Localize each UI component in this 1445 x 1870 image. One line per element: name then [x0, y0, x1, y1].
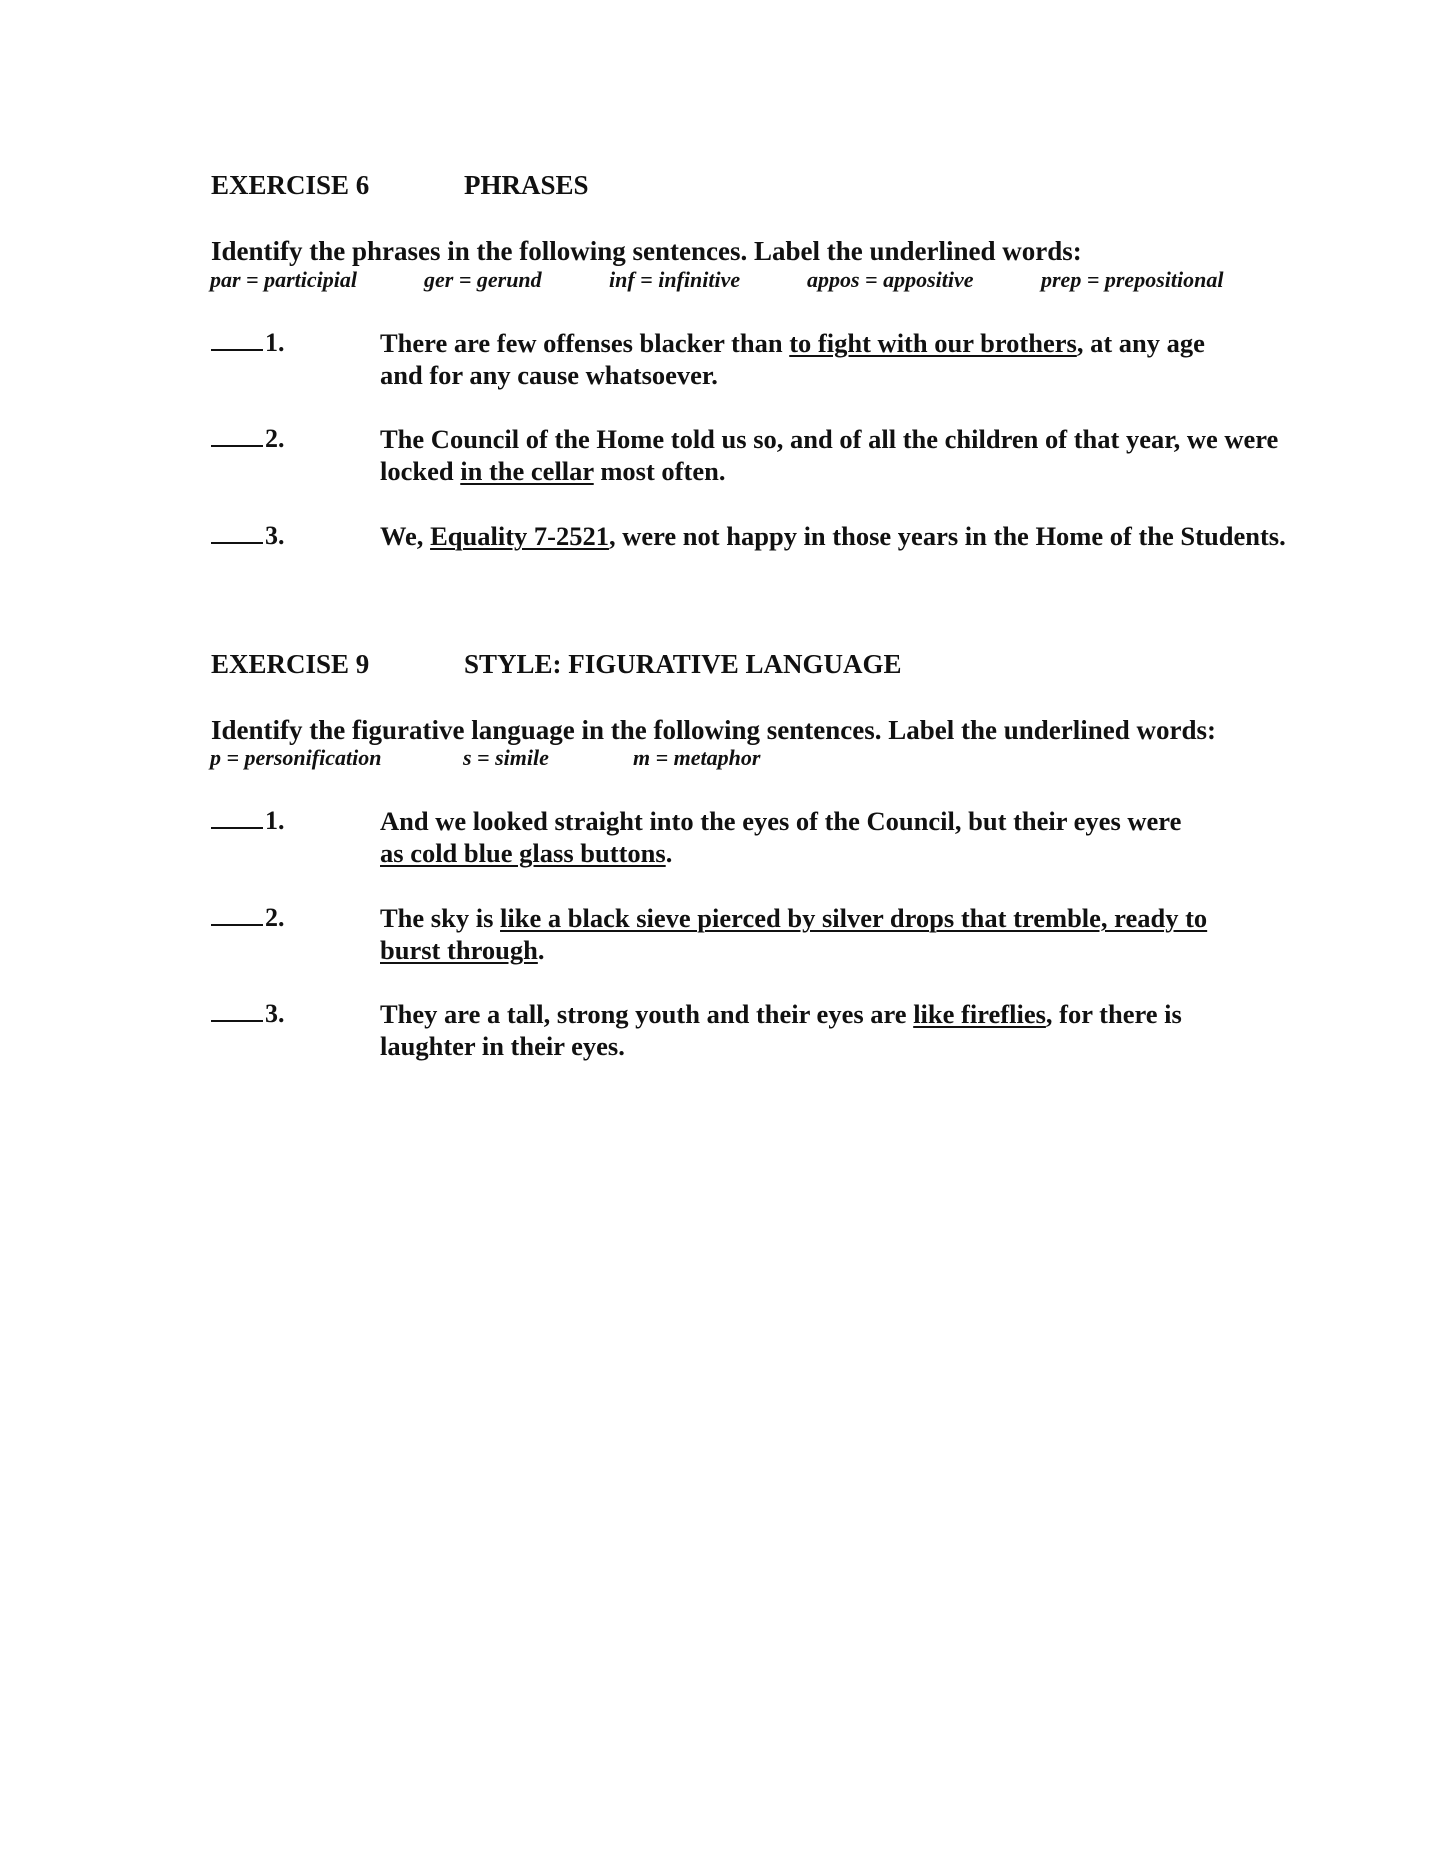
underlined-phrase: to fight with our brothers [789, 328, 1077, 358]
legend-item: s = simile [463, 745, 549, 770]
sentence-line: as cold blue glass buttons. [380, 838, 673, 868]
sentence-line: burst through. [380, 935, 545, 965]
underlined-phrase: as cold blue glass buttons [380, 838, 666, 868]
list-item-number: 3. [211, 999, 285, 1029]
answer-blank[interactable] [211, 923, 263, 926]
legend-item: prep = prepositional [1041, 267, 1224, 292]
exercise-number: EXERCISE 9 [211, 649, 370, 679]
sentence-line: and for any cause whatsoever. [380, 360, 718, 390]
list-item-number: 1. [211, 806, 285, 836]
list-item-number: 3. [211, 521, 285, 551]
legend-item: m = metaphor [633, 745, 761, 770]
sentence [380, 805, 1181, 869]
answer-blank[interactable] [211, 826, 263, 829]
answer-blank[interactable] [211, 1019, 263, 1022]
underlined-phrase: in the cellar [460, 456, 594, 486]
sentence-line: There are few offenses blacker than to fight with our brothers, at any age [380, 328, 1205, 358]
underlined-phrase: Equality 7-2521 [430, 521, 609, 551]
legend-item: ger = gerund [424, 267, 542, 292]
sentence [380, 520, 1286, 552]
sentence-line: laughter in their eyes. [380, 1031, 625, 1061]
sentence [380, 998, 1182, 1062]
sentence-line: The sky is like a black sieve pierced by silver drops that tremble, ready to [380, 903, 1208, 933]
underlined-phrase: like fireflies [913, 999, 1046, 1029]
sentence-line: locked in the cellar most often. [380, 456, 726, 486]
exercise-title: STYLE: FIGURATIVE LANGUAGE [464, 649, 902, 679]
instruction: Identify the phrases in the following sentences. Label the underlined words: [211, 236, 1082, 266]
sentence-line: And we looked straight into the eyes of the Council, but their eyes were [380, 806, 1182, 836]
exercise-title: PHRASES [464, 170, 589, 200]
sentence [380, 327, 1205, 391]
legend-item: p = personification [210, 745, 382, 770]
list-item-number: 1. [211, 328, 285, 358]
underlined-phrase: burst through [380, 935, 538, 965]
legend-item: par = participial [210, 267, 357, 292]
list-item-number: 2. [211, 424, 285, 454]
answer-blank[interactable] [211, 444, 263, 447]
underlined-phrase: like a black sieve pierced by silver drops that tremble, ready to [500, 903, 1208, 933]
legend-item: inf = infinitive [609, 267, 741, 292]
answer-blank[interactable] [211, 348, 263, 351]
instruction: Identify the figurative language in the following sentences. Label the underlined words: [211, 715, 1217, 745]
exercise-number: EXERCISE 6 [211, 170, 370, 200]
legend-item: appos = appositive [807, 267, 974, 292]
sentence [380, 423, 1278, 487]
answer-blank[interactable] [211, 541, 263, 544]
sentence-line: The Council of the Home told us so, and of all the children of that year, we were [380, 424, 1279, 454]
sentence [380, 902, 1207, 966]
sentence-line: We, Equality 7-2521, were not happy in those years in the Home of the Students. [380, 521, 1286, 551]
list-item-number: 2. [211, 903, 285, 933]
sentence-line: They are a tall, strong youth and their eyes are like fireflies, for there is [380, 999, 1182, 1029]
